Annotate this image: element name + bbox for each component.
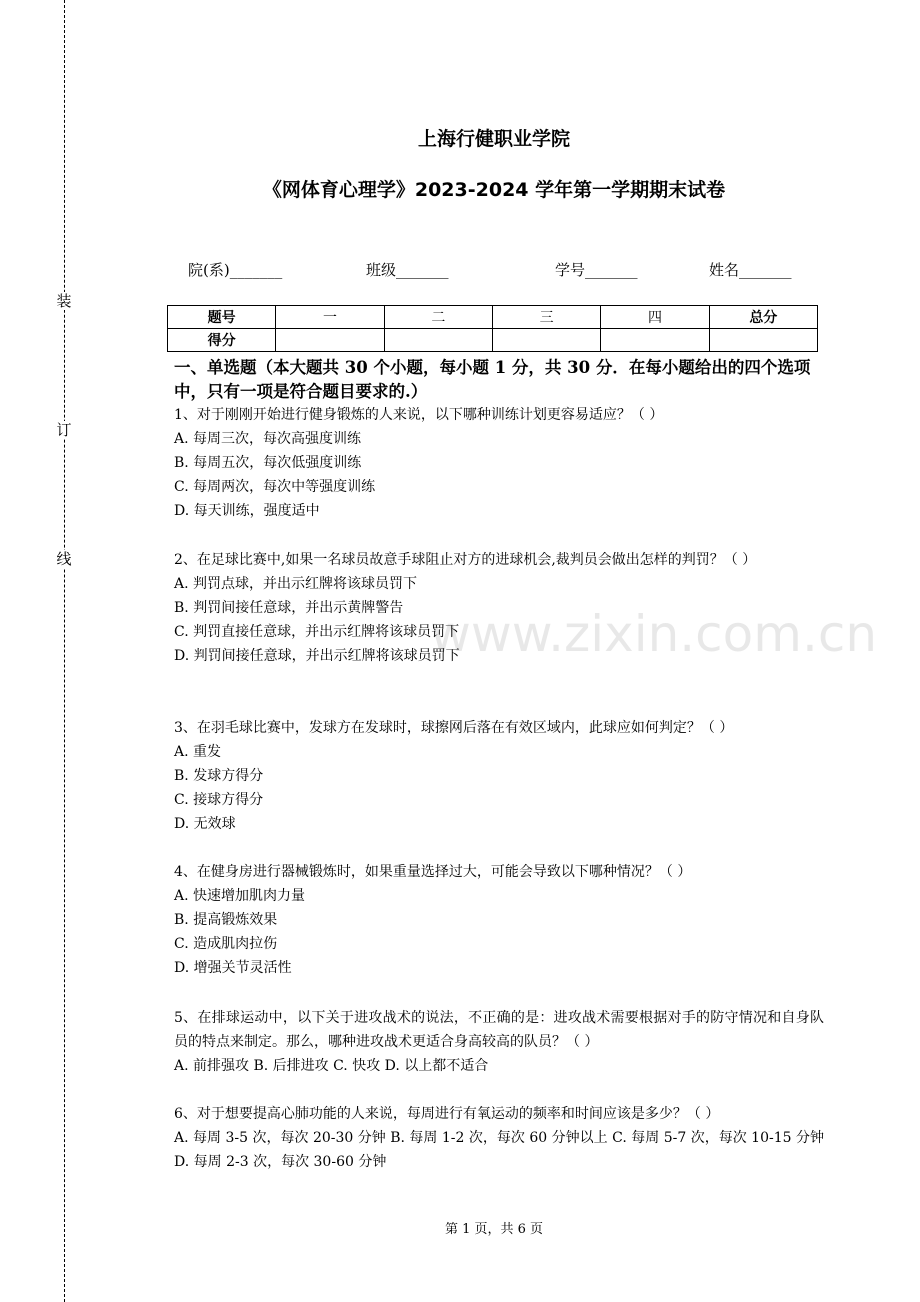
binding-char-zhuang: 装: [56, 292, 72, 310]
binding-char-ding: 订: [56, 421, 72, 439]
question-stem: 5、在排球运动中，以下关于进攻战术的说法，不正确的是：进攻战术需要根据对手的防守情况和自身队员的特点来制定。那么，哪种进攻战术更适合身高较高的队员？（ ）: [174, 1010, 824, 1050]
option-d: D. 判罚间接任意球，并出示红牌将该球员罚下: [174, 648, 460, 664]
question-6: [174, 1102, 824, 1174]
department-field: 院(系)_______: [188, 261, 283, 279]
question-5: [174, 1006, 824, 1078]
score-cell: [492, 329, 600, 352]
score-cell: [384, 329, 492, 352]
option-c: C. 判罚直接任意球，并出示红牌将该球员罚下: [174, 624, 460, 640]
question-1: [174, 403, 824, 523]
option-b: B. 每周五次，每次低强度训练: [174, 455, 362, 471]
score-header-cell: 三: [492, 306, 600, 329]
question-stem: 3、在羽毛球比赛中，发球方在发球时，球擦网后落在有效区域内，此球应如何判定？（ ）: [174, 720, 734, 736]
option-d: D. 增强关节灵活性: [174, 960, 292, 976]
page-number: 第 1 页，共 6 页: [444, 1222, 544, 1237]
score-table-header-row: [168, 306, 818, 329]
option-a: A. 每周三次，每次高强度训练: [174, 431, 362, 447]
option-a: A. 判罚点球，并出示红牌将该球员罚下: [174, 576, 418, 592]
score-cell: [601, 329, 709, 352]
name-field: 姓名_______: [709, 261, 792, 279]
score-header-cell: 一: [276, 306, 384, 329]
score-cell: [709, 329, 817, 352]
option-d: D. 无效球: [174, 816, 236, 832]
question-stem: 2、在足球比赛中,如果一名球员故意手球阻止对方的进球机会,裁判员会做出怎样的判罚？（ ）: [174, 552, 757, 568]
score-header-cell: 总分: [709, 306, 817, 329]
student-id-field: 学号_______: [555, 261, 638, 279]
option-a: A. 快速增加肌肉力量: [174, 888, 306, 904]
exam-title: 《网体育心理学》2023-2024 学年第一学期期末试卷: [262, 179, 726, 201]
student-info-row: [0, 259, 920, 279]
option-c: C. 每周两次，每次中等强度训练: [174, 479, 376, 495]
section-heading: 一、单选题（本大题共 30 个小题，每小题 1 分，共 30 分．在每小题给出的四个选项中，只有一项是符合题目要求的.）: [174, 358, 811, 401]
watermark: www.zixin.com.cn: [430, 605, 878, 663]
score-header-cell: 题号: [168, 306, 276, 329]
option-c: C. 造成肌肉拉伤: [174, 936, 278, 952]
option-b: B. 提高锻炼效果: [174, 912, 278, 928]
score-cell: [276, 329, 384, 352]
score-row-label: 得分: [168, 329, 276, 352]
question-4: [174, 860, 824, 980]
option-a: A. 重发: [174, 744, 222, 760]
option-b: B. 判罚间接任意球，并出示黄牌警告: [174, 600, 404, 616]
class-field: 班级_______: [366, 261, 449, 279]
option-d: D. 每天训练，强度适中: [174, 503, 320, 519]
score-table: [167, 305, 818, 352]
binding-char-xian: 线: [56, 550, 72, 568]
school-name: 上海行健职业学院: [417, 128, 570, 150]
score-table-score-row: [168, 329, 818, 352]
score-header-cell: 四: [601, 306, 709, 329]
question-stem: 4、在健身房进行器械锻炼时，如果重量选择过大，可能会导致以下哪种情况？（ ）: [174, 864, 692, 880]
question-3: [174, 716, 824, 836]
question-stem: 6、对于想要提高心肺功能的人来说，每周进行有氧运动的频率和时间应该是多少？（ ）: [174, 1106, 720, 1122]
score-header-cell: 二: [384, 306, 492, 329]
option-c: C. 接球方得分: [174, 792, 264, 808]
options-inline: A. 每周 3-5 次，每次 20-30 分钟 B. 每周 1-2 次，每次 60 分钟以上 C. 每周 5-7 次，每次 10-15 分钟 D. 每周 2-3 次，每次 30-60 分钟: [174, 1130, 824, 1170]
options-inline: A. 前排强攻 B. 后排进攻 C. 快攻 D. 以上都不适合: [174, 1058, 489, 1074]
option-b: B. 发球方得分: [174, 768, 264, 784]
question-stem: 1、对于刚刚开始进行健身锻炼的人来说，以下哪种训练计划更容易适应？（ ）: [174, 407, 664, 423]
